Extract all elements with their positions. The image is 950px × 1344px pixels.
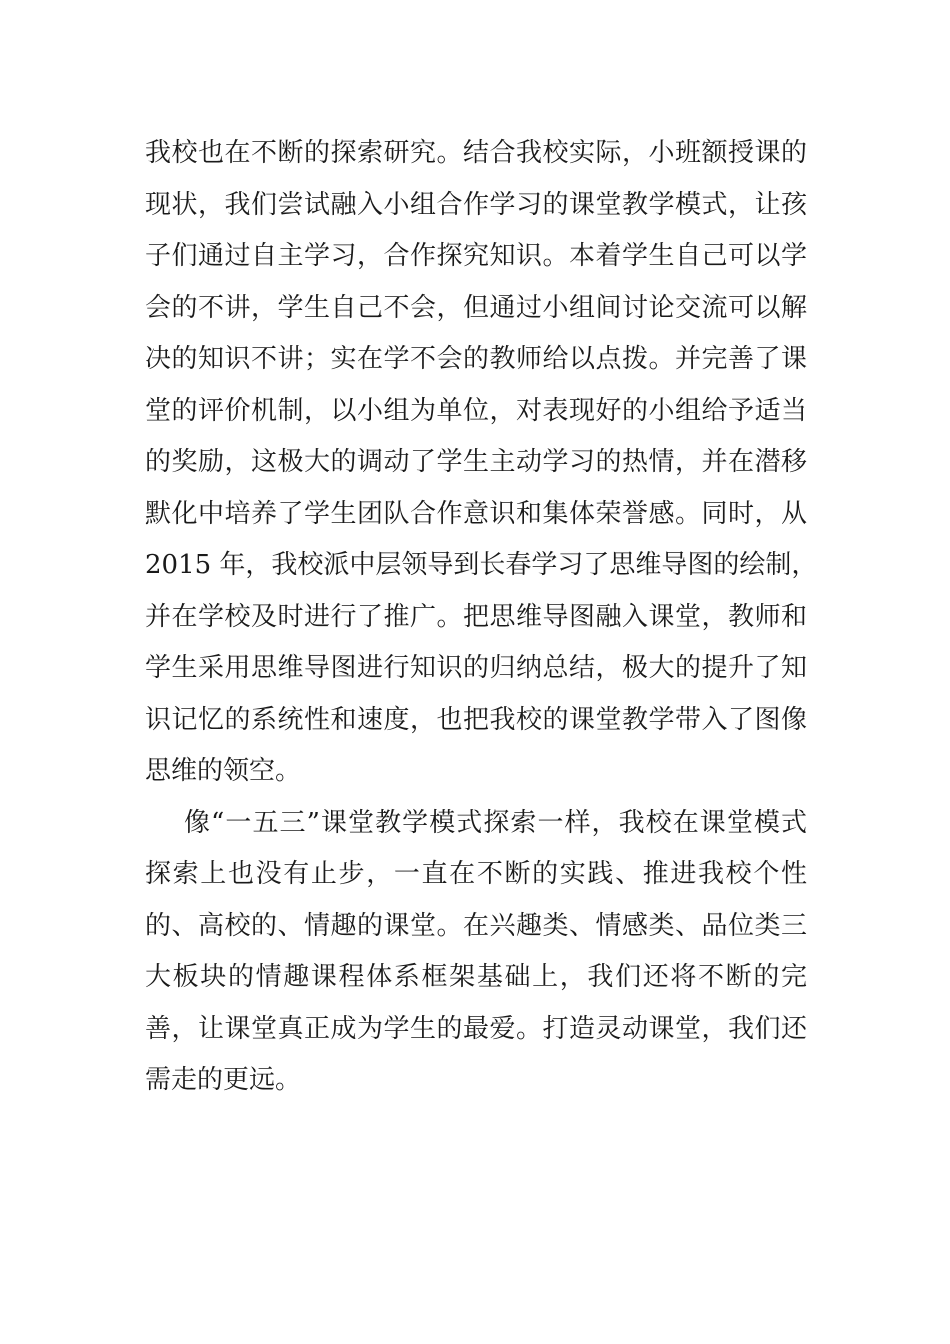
text-line: 默化中培养了学生团队合作意识和集体荣誉感。同时，从	[145, 498, 807, 529]
paragraph-1	[145, 128, 818, 798]
document-body	[145, 128, 818, 1107]
text-line: 思维的领空。	[145, 756, 302, 786]
text-line: 需走的更远。	[145, 1065, 302, 1095]
text-line: 的奖励，这极大的调动了学生主动学习的热情，并在潜移	[145, 447, 807, 477]
text-line: 子们通过自主学习，合作探究知识。本着学生自己可以学	[145, 241, 807, 271]
text-line: 的、高校的、情趣的课堂。在兴趣类、情感类、品位类三	[145, 910, 807, 941]
text-line: 决的知识不讲；实在学不会的教师给以点拨。并完善了课	[145, 344, 807, 374]
text-line: 堂的评价机制，以小组为单位，对表现好的小组给予适当	[145, 395, 807, 426]
text-line: 像“一五三”课堂教学模式探索一样，我校在课堂模式	[184, 807, 807, 838]
text-line: 大板块的情趣课程体系框架基础上，我们还将不断的完	[145, 962, 807, 992]
text-line: 我校也在不断的探索研究。结合我校实际，小班额授课的	[145, 138, 807, 168]
text-line: 2015 年，我校派中层领导到长春学习了思维导图的绘制，	[145, 550, 818, 580]
text-line: 识记忆的系统性和速度，也把我校的课堂教学带入了图像	[145, 704, 807, 735]
text-line: 现状，我们尝试融入小组合作学习的课堂教学模式，让孩	[145, 189, 807, 220]
text-line: 善，让课堂真正成为学生的最爱。打造灵动课堂，我们还	[145, 1013, 807, 1044]
paragraph-2	[145, 798, 807, 1107]
text-line: 会的不讲，学生自己不会，但通过小组间讨论交流可以解	[145, 292, 807, 323]
text-line: 并在学校及时进行了推广。把思维导图融入课堂，教师和	[145, 601, 807, 632]
text-line: 探索上也没有止步，一直在不断的实践、推进我校个性	[145, 859, 807, 889]
text-line: 学生采用思维导图进行知识的归纳总结，极大的提升了知	[145, 653, 807, 683]
